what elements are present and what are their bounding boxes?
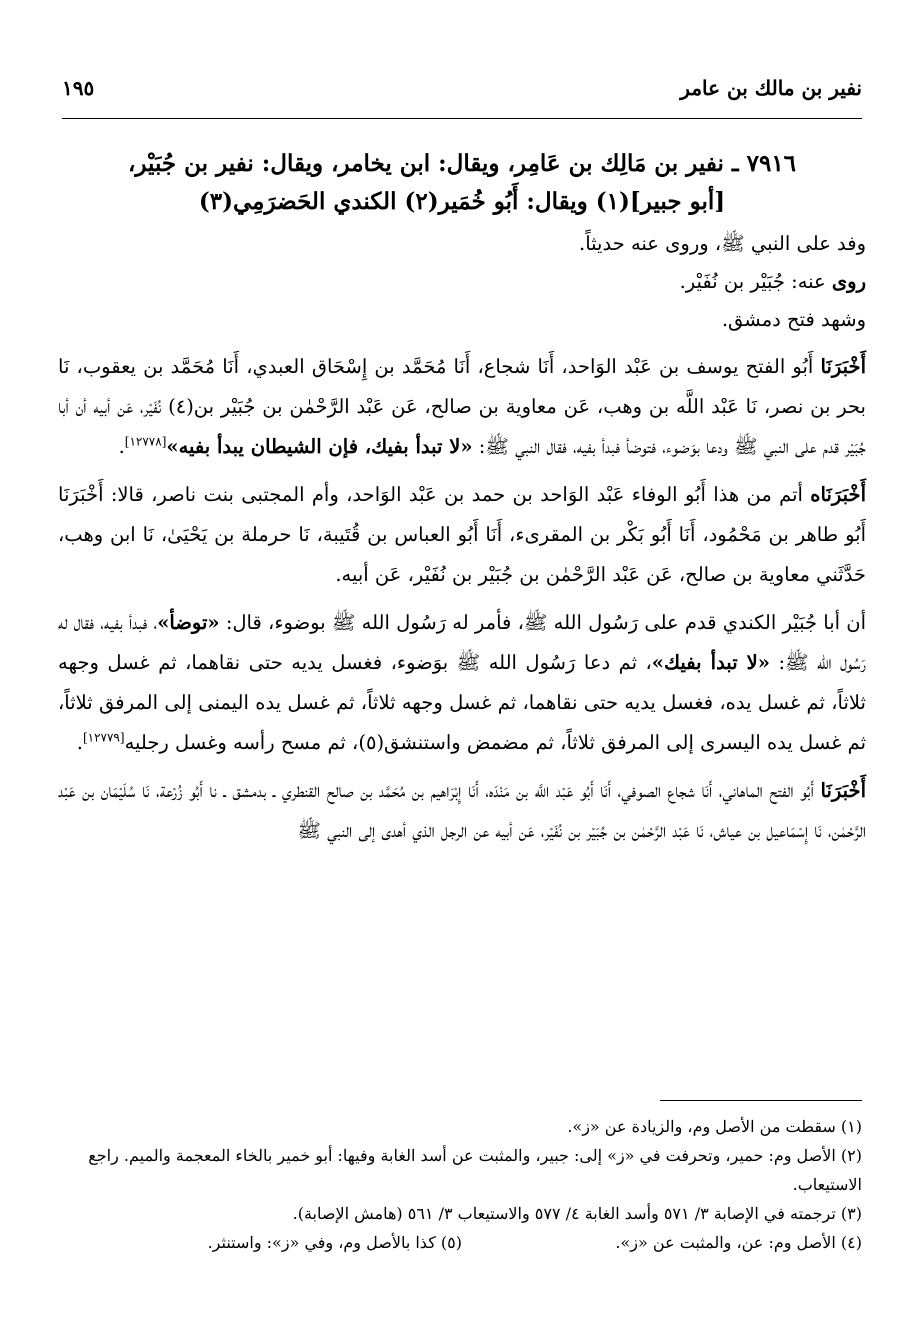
intro-line-3: وشهد فتح دمشق. <box>721 308 866 331</box>
paragraph-2 <box>58 475 866 595</box>
paragraph-4 <box>58 771 866 851</box>
footnote-3: (٣) ترجمته في الإصابة ٣/ ٥٧١ وأسد الغابة ٤/ ٥٧٧ والاستيعاب ٣/ ٥٦١ (هامش الإصابة). <box>292 1204 862 1223</box>
paragraph-3-end: . <box>76 731 83 754</box>
paragraph-3-text-1: أن أبا جُبَيْر الكندي قدم على رَسُول الله ﷺ، فأمر له رَسُول الله ﷺ بوضوء، قال: <box>219 611 866 634</box>
footnote-5: (٥) كذا بالأصل وم، وفي «ز»: واستنثر. <box>207 1233 462 1252</box>
page-header <box>62 76 862 116</box>
entry-title-line-2: [أبو جبير](١) ويقال: أَبُو خُمَير(٢) الكندي الحَضرَمِي(٣) <box>198 188 726 215</box>
paragraph-3-ref: [١٢٧٧٩] <box>82 730 125 745</box>
page-number: ١٩٥ <box>62 76 95 100</box>
entry-title <box>58 145 866 221</box>
running-title: نفير بن مالك بن عامر <box>680 76 862 100</box>
paragraph-1-lead: أَخْبَرَنَا <box>820 355 866 378</box>
footnotes <box>62 1112 862 1257</box>
paragraph-1-text: أَبُو الفتح يوسف بن عَبْد الوَاحد، أَنَا شجاع، أَنَا مُحَمَّد بن إِسْحَاق العبدي، أَنَا مُحَمَّد بن يعقوب، نَا بحر بن نصر، نَا عَبْد اللَّه بن وهب، عَن معاوية بن صالح، عَن عَبْد الرَّحْمٰن بن جُبَيْر بن(٤) نُفَيْر، عَن أبيه أن أبا جُبَيْر قدم على النبي ﷺ ودعا بوَضوء، فتوضأ فبدأ بفيه، فقال النبي ﷺ: <box>58 355 866 458</box>
paragraph-1-quote: «لا تبدأ بفيك، فإن الشيطان يبدأ بفيه» <box>166 435 473 458</box>
intro-line-2 <box>58 263 866 301</box>
header-divider <box>62 118 862 119</box>
paragraph-3 <box>58 603 866 763</box>
paragraph-3-text-3: ، ثم دعا رَسُول الله ﷺ بوَضوء، فغسل يديه حتى نقاهما، ثم غسل وجهه ثلاثاً، ثم غسل يده، فغسل يديه حتى نقاهما، ثم غسل وجهه ثلاثاً، ثم غسل يده اليمنى إلى المرفق ثلاثاً، ثم غسل يده اليسرى إلى المرفق ثلاثاً، ثم مضمض واستنشق(٥)، ثم مسح رأسه وغسل رجليه <box>58 651 866 754</box>
paragraph-3-tawadda: «توضأ» <box>157 611 220 634</box>
paragraph-2-lead: أَخْبَرَنَاه <box>810 483 866 506</box>
paragraph-1-end: . <box>118 435 125 458</box>
paragraph-2-text: أتم من هذا أَبُو الوفاء عَبْد الوَاحد بن حمد بن عَبْد الوَاحد، وأم المجتبى بنت ناصر، قالا: أَخْبَرَنَا أَبُو طاهر بن مَحْمُود، أَنَا أَبُو بَكْر بن المقرىء، أَنَا أَبُو العباس بن قُتَيبة، نَا حرملة بن يَحْيَىٰ، نَا ابن وهب، حَدَّثَني معاوية بن صالح، عَن عَبْد الرَّحْمٰن بن جُبَيْر بن نُفَيْر، عَن أبيه. <box>58 483 866 586</box>
footnote-1: (١) سقطت من الأصل وم، والزيادة عن «ز». <box>567 1117 862 1136</box>
paragraph-1 <box>58 347 866 467</box>
footnote-divider <box>660 1100 862 1101</box>
paragraph-1-ref: [١٢٧٧٨] <box>124 434 167 449</box>
paragraph-3-quote: «لا تبدأ بفيك» <box>651 651 770 674</box>
entry-title-line-1: ٧٩١٦ ـ نفير بن مَالِك بن عَامِر، ويقال: ابن يخامر، ويقال: نفير بن جُبَيْر، <box>127 150 797 177</box>
riwaya-text: عنه: جُبَيْر بن نُفَيْر. <box>679 270 832 293</box>
riwaya-label: روى <box>831 270 866 293</box>
paragraph-4-text: أَبُو الفتح الماهاني، أَنَا شجاع الصوفي، أَنَا أَبُو عَبْد اللَّه بن مَنْدَه، أَنَا إِبْرَاهيم بن مُحَمَّد بن صالح القنطري ـ بدمشق ـ نا أَبُو زُرْعة، نَا سُلَيْمَان بن عَبْد الرَّحْمٰن، نَا إِسْمَاعيل بن عياش، نَا عَبْد الرَّحْمٰن بن جُبَيْر بن نُفَيْر، عَن أبيه عن الرجل الذي أهدى إلى النبي ﷺ <box>58 779 866 842</box>
paragraph-3-text-2: ، فبدأ بفيه، فقال له رَسُول الله ﷺ: <box>58 611 866 674</box>
intro-line-1: وفد على النبي ﷺ، وروى عنه حديثاً. <box>579 232 866 255</box>
main-text <box>58 145 866 851</box>
footnote-row <box>62 1228 862 1257</box>
footnote-2: (٢) الأصل وم: حمير، وتحرفت في «ز» إلى: جبير، والمثبت عن أسد الغابة وفيها: أبو خمير بالخاء المعجمة والميم. راجع الاستيعاب. <box>88 1146 862 1194</box>
footnote-4: (٤) الأصل وم: عن، والمثبت عن «ز». <box>615 1233 862 1252</box>
paragraph-4-lead: أَخْبَرَنَا <box>820 779 866 802</box>
